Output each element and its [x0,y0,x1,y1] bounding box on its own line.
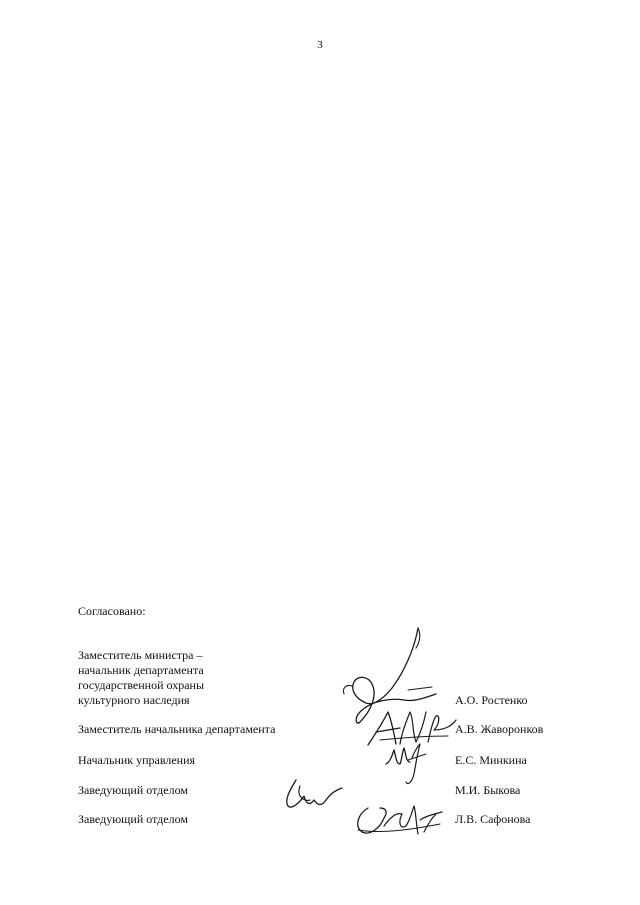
signatory-position-deputy-head [78,722,275,737]
signature-rostenko [343,628,436,723]
signatory-position-head-of-section-2 [78,812,188,827]
position-line: Заместитель начальника департамента [78,722,276,736]
agreed-heading: Согласовано: [78,604,146,618]
position-line: Начальник управления [78,753,196,767]
position-line: начальник департамента [78,663,204,677]
signatory-name-rostenko: А.О. Ростенко [455,693,528,707]
signatory-name-minkina: Е.С. Минкина [455,753,527,767]
signatory-position-head-of-directorate [78,753,195,768]
position-line: государственной охраны [78,678,205,692]
signatory-position-head-of-section-1 [78,783,188,798]
page-number: 3 [317,39,323,51]
signatory-name-safonova: Л.В. Сафонова [455,812,531,826]
position-line: Заместитель министра – [78,648,203,662]
signature-safonova [358,806,442,834]
position-line: Заведующий отделом [78,783,188,797]
signatory-position-deputy-minister [78,648,204,708]
signatory-name-zhavoronkov: А.В. Жаворонков [455,722,544,736]
signatory-name-bykova: М.И. Быкова [455,783,521,797]
signature-bykova [287,780,342,807]
signature-minkina [386,744,426,784]
signature-zhavoronkov [368,712,456,745]
position-line: культурного наследия [78,693,190,707]
position-line: Заведующий отделом [78,812,188,826]
